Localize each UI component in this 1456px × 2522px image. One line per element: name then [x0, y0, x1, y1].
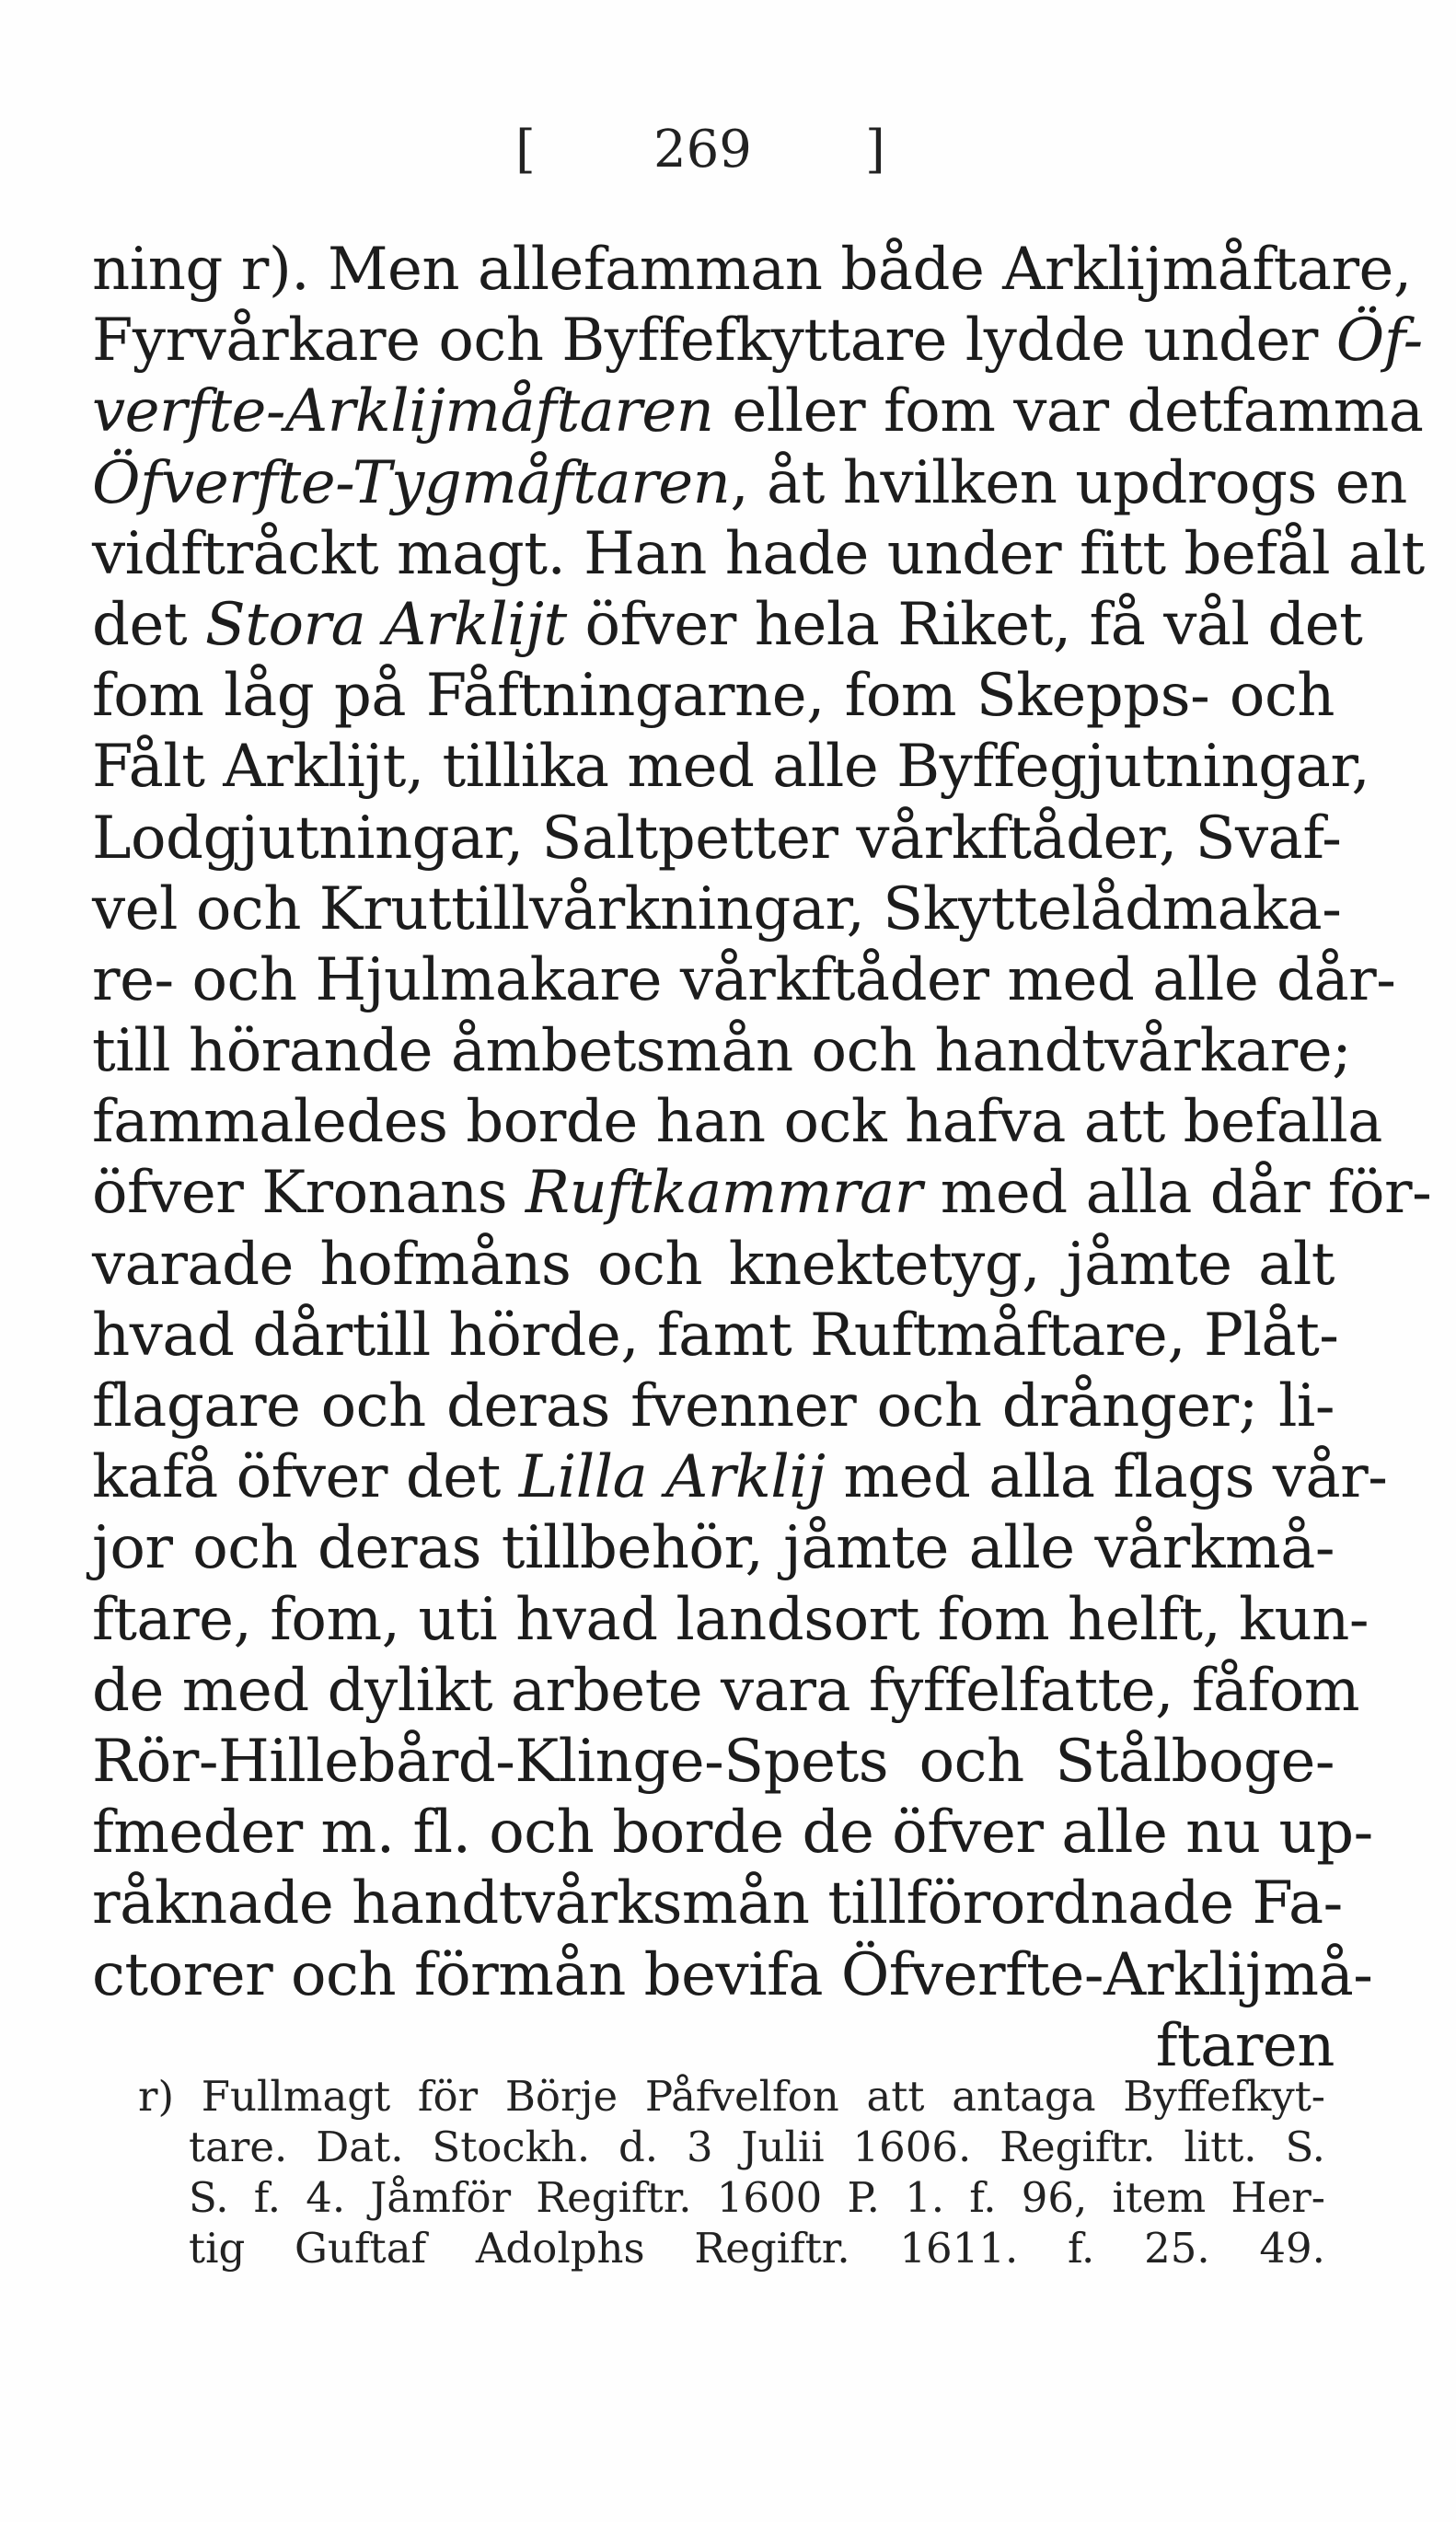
footnote-line: tig Guftaf Adolphs Regiftr. 1611. f. 25. 49. [189, 2224, 1325, 2273]
text-segment: hvad dårtill hörde, famt Ruftmåftare, Plåt- [92, 1301, 1339, 1370]
text-segment: det [92, 590, 205, 659]
text-line [92, 945, 1396, 1016]
text-line [92, 1585, 1369, 1656]
text-segment: med alla flags vår- [825, 1443, 1388, 1512]
text-line [92, 376, 1424, 447]
text-segment: , åt hvilken updrogs en [730, 448, 1407, 517]
text-line [92, 306, 1423, 376]
text-segment: ning r). Men allefamman både Arklijmåftare, [92, 236, 1412, 304]
text-segment: ctorer och förmån bevifa Öfverfte-Arklijmå- [92, 1940, 1373, 2009]
text-line [92, 1158, 1432, 1229]
text-segment: öfver hela Riket, få vål det [566, 590, 1363, 659]
text-segment: med alla dår för- [921, 1159, 1432, 1228]
text-line [92, 1513, 1335, 1584]
text-line [92, 235, 1412, 306]
text-segment: Fålt Arklijt, tillika med alle Byffegjutningar, [92, 733, 1370, 802]
body-text [92, 235, 1432, 2082]
footnote-line: r) Fullmagt för Börje Påfvelfon att antaga Byffefkyt- [138, 2072, 1325, 2121]
footnote-line: S. f. 4. Jåmför Regiftr. 1600 P. 1. f. 96, item Her- [189, 2173, 1325, 2222]
text-line [92, 1656, 1360, 1727]
header-bracket-right: ] [865, 120, 885, 179]
text-line [92, 1940, 1373, 2011]
text-segment: vidftråckt magt. Han hade under fitt befål alt [92, 519, 1425, 588]
italic-term: verfte-Arklijmåftaren [92, 377, 714, 446]
italic-term: Ruftkammrar [525, 1159, 922, 1228]
text-segment: öfver Kronans [92, 1159, 526, 1228]
text-line [92, 804, 1342, 874]
footnotes [138, 2071, 1325, 2273]
text-line [92, 1798, 1373, 1868]
italic-term: Öfverfte-Tygmåftaren [92, 448, 731, 517]
text-line [92, 661, 1335, 732]
text-segment: Fyrvårkare och Byffefkyttare lydde under [92, 307, 1336, 376]
italic-term: Stora Arklijt [204, 590, 567, 659]
text-segment: jor och deras tillbehör, jåmte alle vårkmå- [92, 1514, 1335, 1583]
text-line [92, 1727, 1335, 1798]
text-line [92, 874, 1342, 945]
italic-term: Öf- [1335, 307, 1423, 376]
text-segment: ftare, fom, uti hvad landsort fom helft, kun- [92, 1585, 1369, 1654]
text-segment: eller fom var detfamma [713, 377, 1424, 446]
text-line [92, 1016, 1352, 1087]
footnote-line: tare. Dat. Stockh. d. 3 Julii 1606. Regiftr. litt. S. [189, 2123, 1325, 2171]
page-number: 269 [653, 120, 752, 179]
page-header [515, 120, 902, 193]
text-segment: till hörande åmbetsmån och handtvårkare; [92, 1017, 1352, 1086]
text-segment: kafå öfver det [92, 1443, 519, 1512]
text-segment: fammaledes borde han ock hafva att befalla [92, 1088, 1382, 1157]
text-segment: råknade handtvårksmån tillförordnade Fa- [92, 1869, 1343, 1938]
text-segment: de med dylikt arbete vara fyffelfatte, fåfom [92, 1656, 1360, 1725]
text-line [92, 1230, 1335, 1301]
text-line [92, 1371, 1335, 1442]
text-line [92, 1442, 1388, 1513]
text-segment: fom låg på Fåftningarne, fom Skepps- och [92, 662, 1335, 731]
text-segment: Lodgjutningar, Saltpetter vårkftåder, Svaf- [92, 804, 1342, 873]
italic-term: Lilla Arklij [518, 1443, 826, 1512]
text-line [92, 1868, 1343, 1939]
text-segment: Rör-Hillebård-Klinge-Spets och Stålboge- [92, 1727, 1335, 1796]
text-line [92, 519, 1425, 590]
text-line [92, 732, 1370, 803]
text-line [92, 1301, 1339, 1371]
text-line [92, 1087, 1382, 1158]
text-segment: re- och Hjulmakare vårkftåder med alle dår- [92, 945, 1396, 1014]
text-segment: fmeder m. fl. och borde de öfver alle nu up- [92, 1799, 1373, 1868]
text-segment: flagare och deras fvenner och drånger; li- [92, 1372, 1335, 1440]
header-bracket-left: [ [515, 120, 536, 179]
text-segment: varade hofmåns och knektetyg, jåmte alt [92, 1230, 1335, 1299]
text-segment: ftaren [1155, 2011, 1335, 2080]
text-segment: vel och Kruttillvårkningar, Skyttelådmaka- [92, 874, 1342, 943]
text-line [92, 590, 1363, 661]
text-line [92, 448, 1407, 519]
